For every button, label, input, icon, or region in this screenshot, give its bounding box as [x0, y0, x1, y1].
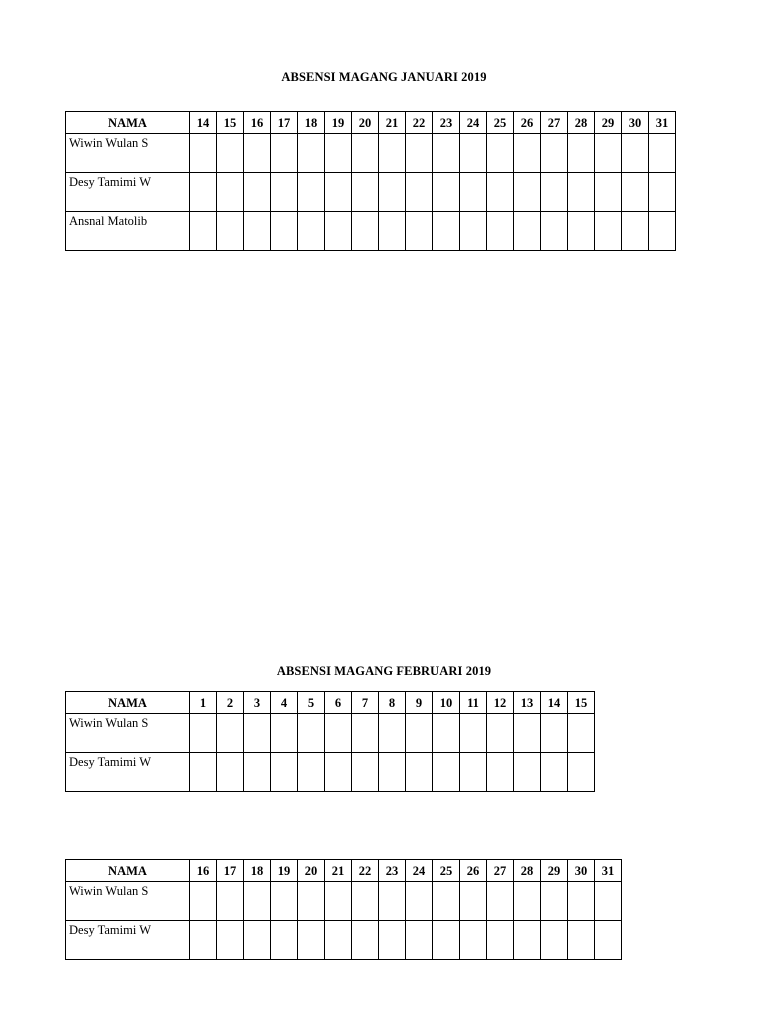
attendance-cell [271, 753, 298, 792]
day-column-header: 13 [514, 692, 541, 714]
attendance-cell [217, 134, 244, 173]
day-column-header: 1 [190, 692, 217, 714]
day-column-header: 21 [379, 112, 406, 134]
day-column-header: 4 [271, 692, 298, 714]
attendance-cell [271, 921, 298, 960]
attendance-cell [325, 212, 352, 251]
day-column-header: 20 [352, 112, 379, 134]
attendance-cell [298, 173, 325, 212]
february-attendance-table-part-1 [65, 691, 595, 792]
attendance-cell [595, 212, 622, 251]
intern-name: Desy Tamimi W [66, 173, 190, 212]
attendance-cell [217, 173, 244, 212]
attendance-cell [379, 173, 406, 212]
attendance-cell [298, 753, 325, 792]
attendance-cell [568, 212, 595, 251]
intern-name: Wiwin Wulan S [66, 882, 190, 921]
day-column-header: 30 [622, 112, 649, 134]
attendance-cell [460, 134, 487, 173]
attendance-cell [379, 714, 406, 753]
january-title: ABSENSI MAGANG JANUARI 2019 [281, 70, 487, 84]
attendance-cell [460, 921, 487, 960]
day-column-header: 15 [217, 112, 244, 134]
attendance-cell [487, 134, 514, 173]
attendance-cell [487, 882, 514, 921]
attendance-cell [325, 134, 352, 173]
day-column-header: 25 [487, 112, 514, 134]
attendance-cell [433, 212, 460, 251]
name-column-header: NAMA [66, 692, 190, 714]
day-column-header: 26 [514, 112, 541, 134]
attendance-cell [244, 714, 271, 753]
attendance-cell [190, 134, 217, 173]
attendance-cell [217, 921, 244, 960]
day-column-header: 2 [217, 692, 244, 714]
attendance-cell [568, 921, 595, 960]
attendance-cell [460, 714, 487, 753]
attendance-cell [595, 134, 622, 173]
day-column-header: 24 [460, 112, 487, 134]
name-column-header: NAMA [66, 112, 190, 134]
day-column-header: 22 [406, 112, 433, 134]
attendance-cell [514, 921, 541, 960]
attendance-cell [433, 753, 460, 792]
day-column-header: 31 [649, 112, 676, 134]
attendance-cell [406, 714, 433, 753]
attendance-cell [649, 212, 676, 251]
day-column-header: 21 [325, 860, 352, 882]
attendance-cell [244, 921, 271, 960]
attendance-cell [541, 134, 568, 173]
attendance-cell [433, 134, 460, 173]
attendance-cell [244, 134, 271, 173]
attendance-cell [271, 134, 298, 173]
table-row [66, 882, 622, 921]
attendance-cell [487, 714, 514, 753]
day-column-header: 10 [433, 692, 460, 714]
attendance-cell [514, 882, 541, 921]
attendance-cell [244, 173, 271, 212]
header-row [66, 692, 595, 714]
attendance-cell [298, 921, 325, 960]
attendance-cell [406, 134, 433, 173]
day-column-header: 8 [379, 692, 406, 714]
day-column-header: 7 [352, 692, 379, 714]
attendance-cell [460, 882, 487, 921]
attendance-cell [568, 714, 595, 753]
intern-name: Desy Tamimi W [66, 753, 190, 792]
attendance-cell [298, 882, 325, 921]
attendance-cell [541, 714, 568, 753]
attendance-cell [190, 212, 217, 251]
table-row [66, 212, 676, 251]
attendance-cell [379, 212, 406, 251]
table-row [66, 714, 595, 753]
day-column-header: 18 [244, 860, 271, 882]
attendance-cell [190, 882, 217, 921]
day-column-header: 9 [406, 692, 433, 714]
attendance-cell [568, 134, 595, 173]
attendance-cell [514, 134, 541, 173]
attendance-cell [460, 753, 487, 792]
day-column-header: 5 [298, 692, 325, 714]
intern-name: Wiwin Wulan S [66, 714, 190, 753]
attendance-cell [487, 212, 514, 251]
name-column-header: NAMA [66, 860, 190, 882]
day-column-header: 3 [244, 692, 271, 714]
attendance-cell [622, 134, 649, 173]
attendance-cell [595, 882, 622, 921]
attendance-cell [217, 714, 244, 753]
intern-name: Wiwin Wulan S [66, 134, 190, 173]
attendance-cell [514, 212, 541, 251]
attendance-cell [568, 173, 595, 212]
day-column-header: 17 [217, 860, 244, 882]
day-column-header: 27 [487, 860, 514, 882]
day-column-header: 30 [568, 860, 595, 882]
day-column-header: 22 [352, 860, 379, 882]
day-column-header: 24 [406, 860, 433, 882]
attendance-cell [271, 173, 298, 212]
attendance-cell [622, 173, 649, 212]
day-column-header: 11 [460, 692, 487, 714]
attendance-cell [568, 882, 595, 921]
february-attendance-table-part-2 [65, 859, 622, 960]
attendance-cell [406, 882, 433, 921]
attendance-cell [271, 714, 298, 753]
attendance-cell [541, 921, 568, 960]
day-column-header: 19 [271, 860, 298, 882]
attendance-cell [298, 212, 325, 251]
attendance-cell [325, 753, 352, 792]
attendance-cell [190, 753, 217, 792]
attendance-cell [406, 753, 433, 792]
table-row [66, 921, 622, 960]
attendance-cell [379, 134, 406, 173]
header-row [66, 860, 622, 882]
attendance-cell [433, 173, 460, 212]
attendance-cell [433, 882, 460, 921]
attendance-cell [649, 134, 676, 173]
attendance-cell [406, 212, 433, 251]
attendance-cell [487, 921, 514, 960]
attendance-cell [433, 714, 460, 753]
day-column-header: 26 [460, 860, 487, 882]
attendance-cell [595, 921, 622, 960]
day-column-header: 29 [541, 860, 568, 882]
attendance-cell [217, 212, 244, 251]
attendance-cell [352, 882, 379, 921]
attendance-cell [244, 882, 271, 921]
day-column-header: 16 [190, 860, 217, 882]
day-column-header: 25 [433, 860, 460, 882]
attendance-cell [217, 882, 244, 921]
attendance-cell [541, 753, 568, 792]
day-column-header: 28 [514, 860, 541, 882]
attendance-cell [298, 714, 325, 753]
attendance-cell [622, 212, 649, 251]
header-row [66, 112, 676, 134]
day-column-header: 12 [487, 692, 514, 714]
attendance-cell [352, 212, 379, 251]
attendance-cell [352, 134, 379, 173]
attendance-cell [514, 714, 541, 753]
february-title: ABSENSI MAGANG FEBRUARI 2019 [276, 664, 492, 678]
table-row [66, 134, 676, 173]
attendance-cell [271, 882, 298, 921]
day-column-header: 19 [325, 112, 352, 134]
day-column-header: 18 [298, 112, 325, 134]
attendance-cell [595, 173, 622, 212]
attendance-cell [514, 753, 541, 792]
attendance-cell [406, 921, 433, 960]
attendance-cell [514, 173, 541, 212]
day-column-header: 23 [433, 112, 460, 134]
day-column-header: 27 [541, 112, 568, 134]
attendance-cell [352, 714, 379, 753]
attendance-cell [649, 173, 676, 212]
january-attendance-table [65, 111, 676, 251]
day-column-header: 6 [325, 692, 352, 714]
attendance-cell [487, 173, 514, 212]
attendance-cell [487, 753, 514, 792]
day-column-header: 14 [541, 692, 568, 714]
attendance-cell [379, 882, 406, 921]
attendance-cell [298, 134, 325, 173]
day-column-header: 31 [595, 860, 622, 882]
attendance-cell [433, 921, 460, 960]
attendance-cell [271, 212, 298, 251]
attendance-cell [541, 882, 568, 921]
attendance-cell [325, 714, 352, 753]
attendance-cell [568, 753, 595, 792]
attendance-cell [190, 714, 217, 753]
attendance-cell [379, 753, 406, 792]
attendance-cell [352, 753, 379, 792]
attendance-cell [541, 173, 568, 212]
attendance-cell [460, 212, 487, 251]
attendance-cell [352, 173, 379, 212]
day-column-header: 17 [271, 112, 298, 134]
attendance-cell [190, 921, 217, 960]
table-row [66, 753, 595, 792]
day-column-header: 15 [568, 692, 595, 714]
attendance-cell [325, 173, 352, 212]
attendance-cell [460, 173, 487, 212]
attendance-cell [325, 921, 352, 960]
day-column-header: 16 [244, 112, 271, 134]
day-column-header: 23 [379, 860, 406, 882]
attendance-cell [541, 212, 568, 251]
attendance-cell [244, 212, 271, 251]
attendance-cell [325, 882, 352, 921]
attendance-cell [379, 921, 406, 960]
attendance-cell [217, 753, 244, 792]
table-row [66, 173, 676, 212]
attendance-cell [352, 921, 379, 960]
day-column-header: 20 [298, 860, 325, 882]
day-column-header: 29 [595, 112, 622, 134]
attendance-cell [190, 173, 217, 212]
intern-name: Ansnal Matolib [66, 212, 190, 251]
day-column-header: 28 [568, 112, 595, 134]
intern-name: Desy Tamimi W [66, 921, 190, 960]
attendance-cell [406, 173, 433, 212]
attendance-cell [244, 753, 271, 792]
day-column-header: 14 [190, 112, 217, 134]
